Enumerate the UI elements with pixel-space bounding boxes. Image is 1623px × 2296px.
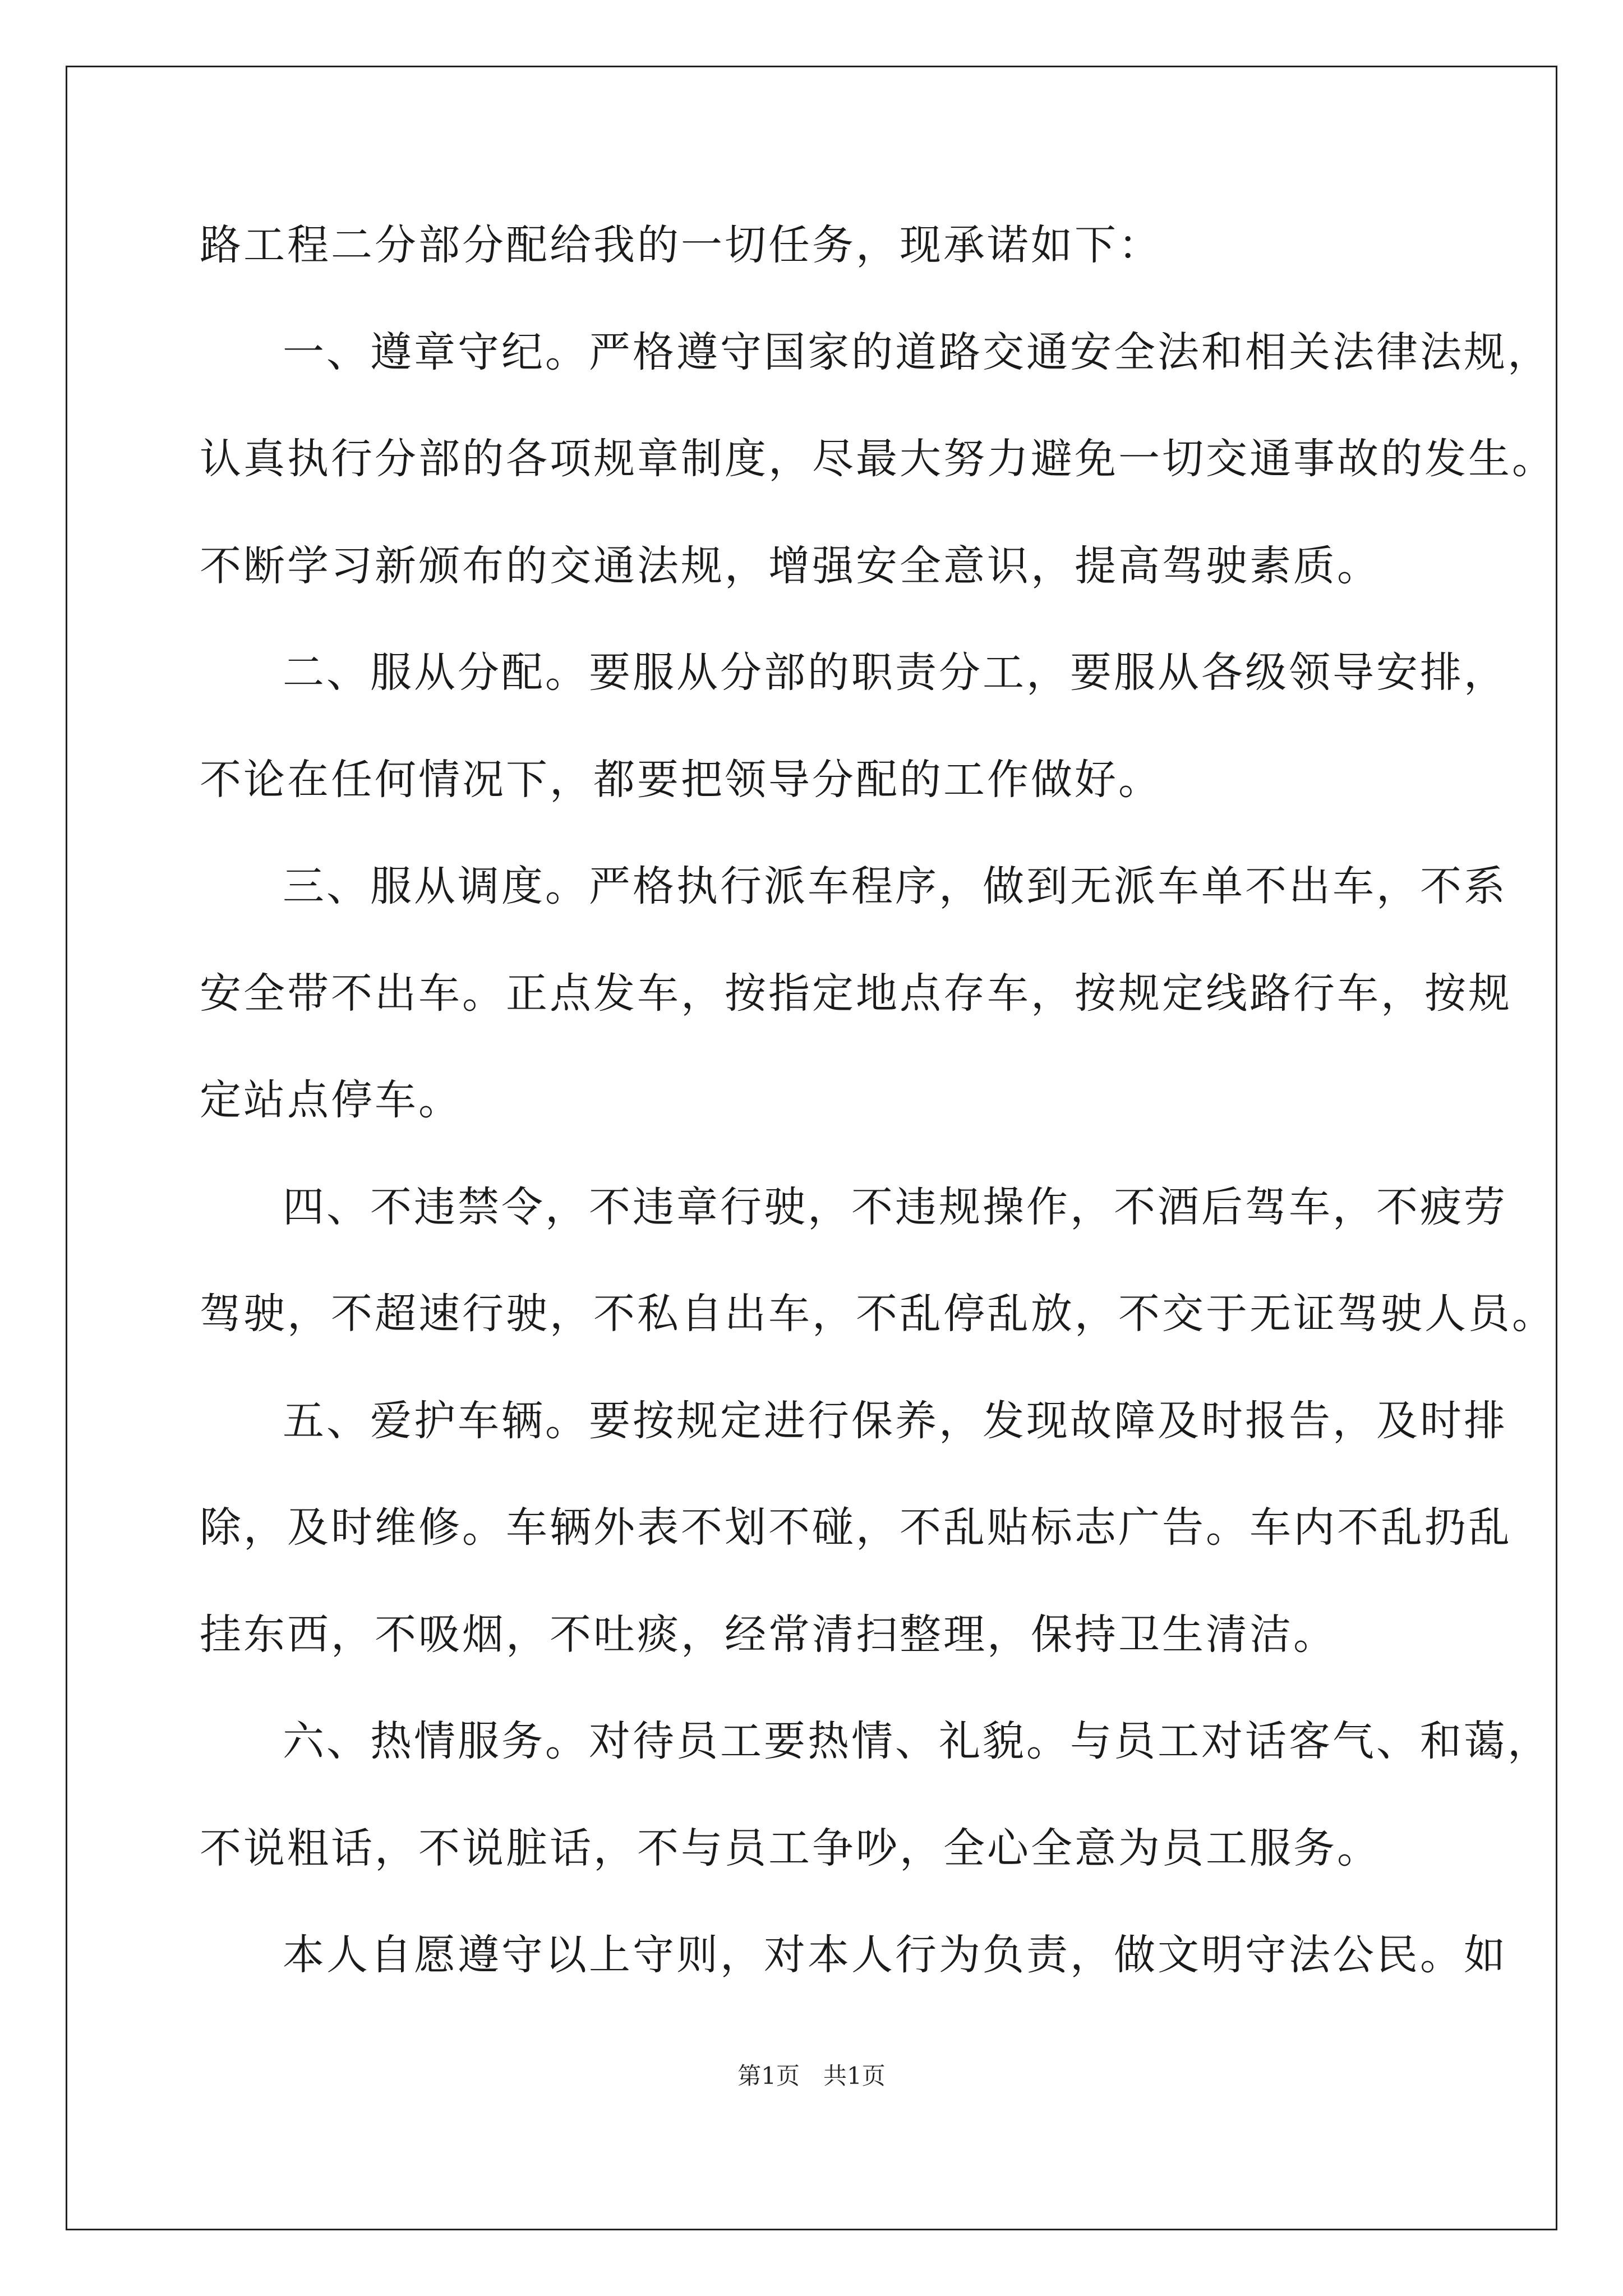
text-line: 除，及时维修。车辆外表不划不碰，不乱贴标志广告。车内不乱扔乱 — [200, 1503, 1512, 1552]
text-line: 不说粗话，不说脏话，不与员工争吵，全心全意为员工服务。 — [200, 1824, 1381, 1872]
text-line: 四、不违禁令，不违章行驶，不违规操作，不酒后驾车，不疲劳 — [283, 1183, 1507, 1231]
text-line: 六、热情服务。对待员工要热情、礼貌。与员工对话客气、和蔼， — [283, 1717, 1551, 1765]
text-line: 路工程二分部分配给我的一切任务，现承诺如下： — [200, 221, 1162, 269]
text-line: 定站点停车。 — [200, 1076, 462, 1124]
text-line: 驾驶，不超速行驶，不私自出车，不乱停乱放，不交于无证驾驶人员。 — [200, 1290, 1556, 1338]
text-line: 一、遵章守纪。严格遵守国家的道路交通安全法和相关法律法规， — [283, 328, 1551, 376]
text-line: 认真执行分部的各项规章制度，尽最大努力避免一切交通事故的发生。 — [200, 435, 1556, 483]
text-line: 三、服从调度。严格执行派车程序，做到无派车单不出车，不系 — [283, 862, 1507, 910]
page-number-footer: 第1页 共1页 — [737, 2062, 886, 2090]
text-line: 五、爱护车辆。要按规定进行保养，发现故障及时报告，及时排 — [283, 1397, 1507, 1445]
page-border — [66, 66, 1557, 2230]
text-line: 不论在任何情况下，都要把领导分配的工作做好。 — [200, 756, 1162, 804]
text-line: 不断学习新颁布的交通法规，增强安全意识，提高驾驶素质。 — [200, 542, 1381, 590]
text-line: 安全带不出车。正点发车，按指定地点存车，按规定线路行车，按规 — [200, 969, 1512, 1018]
text-line: 二、服从分配。要服从分部的职责分工，要服从各级领导安排， — [283, 648, 1507, 697]
text-line: 挂东西，不吸烟，不吐痰，经常清扫整理，保持卫生清洁。 — [200, 1611, 1337, 1659]
text-line: 本人自愿遵守以上守则，对本人行为负责，做文明守法公民。如 — [283, 1931, 1507, 1979]
